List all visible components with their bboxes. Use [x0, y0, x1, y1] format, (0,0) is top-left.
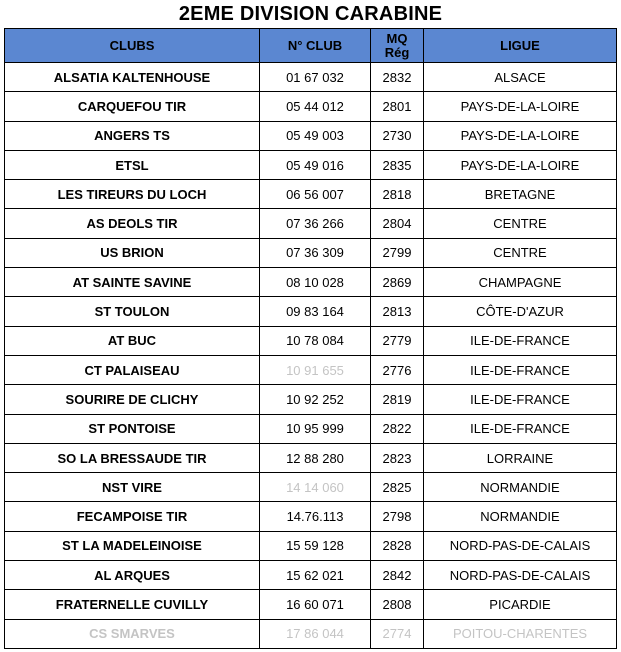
- club-number-cell: 05 44 012: [260, 92, 371, 121]
- mq-reg-cell: 2818: [371, 180, 424, 209]
- table-row: [5, 355, 617, 384]
- ligue-cell: NORD-PAS-DE-CALAIS: [424, 561, 617, 590]
- club-number-cell: 05 49 016: [260, 150, 371, 179]
- table-row: [5, 121, 617, 150]
- ligue-cell: NORMANDIE: [424, 502, 617, 531]
- mq-reg-cell: 2799: [371, 238, 424, 267]
- club-name-cell: ALSATIA KALTENHOUSE: [5, 63, 260, 92]
- club-number-cell: 10 91 655: [260, 355, 371, 384]
- club-number-cell: 10 95 999: [260, 414, 371, 443]
- table-header-row: [5, 29, 617, 63]
- mq-reg-cell: 2808: [371, 590, 424, 619]
- mq-reg-cell: 2774: [371, 619, 424, 648]
- header-mq-line1: MQ: [386, 30, 408, 46]
- mq-reg-cell: 2825: [371, 473, 424, 502]
- ligue-cell: ILE-DE-FRANCE: [424, 355, 617, 384]
- ligue-cell: NORMANDIE: [424, 473, 617, 502]
- table-row: [5, 150, 617, 179]
- ligue-cell: BRETAGNE: [424, 180, 617, 209]
- ligue-cell: CHAMPAGNE: [424, 268, 617, 297]
- mq-reg-cell: 2804: [371, 209, 424, 238]
- club-name-cell: AS DEOLS TIR: [5, 209, 260, 238]
- club-number-cell: 01 67 032: [260, 63, 371, 92]
- table-row: [5, 209, 617, 238]
- table-body: [5, 63, 617, 649]
- mq-reg-cell: 2832: [371, 63, 424, 92]
- club-name-cell: SO LA BRESSAUDE TIR: [5, 443, 260, 472]
- club-name-cell: ST PONTOISE: [5, 414, 260, 443]
- club-name-cell: AL ARQUES: [5, 561, 260, 590]
- club-number-cell: 15 59 128: [260, 531, 371, 560]
- mq-reg-cell: 2842: [371, 561, 424, 590]
- table-row: [5, 531, 617, 560]
- table-row: [5, 268, 617, 297]
- mq-reg-cell: 2835: [371, 150, 424, 179]
- club-number-cell: 16 60 071: [260, 590, 371, 619]
- mq-reg-cell: 2779: [371, 326, 424, 355]
- table-row: [5, 385, 617, 414]
- header-num-club: N° CLUB: [260, 29, 371, 63]
- club-name-cell: CARQUEFOU TIR: [5, 92, 260, 121]
- club-name-cell: ANGERS TS: [5, 121, 260, 150]
- table-row: [5, 590, 617, 619]
- clubs-table: [4, 28, 617, 649]
- club-name-cell: AT BUC: [5, 326, 260, 355]
- mq-reg-cell: 2819: [371, 385, 424, 414]
- club-name-cell: FECAMPOISE TIR: [5, 502, 260, 531]
- mq-reg-cell: 2798: [371, 502, 424, 531]
- table-row: [5, 619, 617, 648]
- club-number-cell: 06 56 007: [260, 180, 371, 209]
- table-row: [5, 414, 617, 443]
- club-name-cell: ETSL: [5, 150, 260, 179]
- mq-reg-cell: 2801: [371, 92, 424, 121]
- club-number-cell: 07 36 266: [260, 209, 371, 238]
- club-name-cell: NST VIRE: [5, 473, 260, 502]
- club-name-cell: LES TIREURS DU LOCH: [5, 180, 260, 209]
- table-row: [5, 63, 617, 92]
- ligue-cell: PICARDIE: [424, 590, 617, 619]
- ligue-cell: PAYS-DE-LA-LOIRE: [424, 92, 617, 121]
- mq-reg-cell: 2823: [371, 443, 424, 472]
- ligue-cell: POITOU-CHARENTES: [424, 619, 617, 648]
- club-number-cell: 14.76.113: [260, 502, 371, 531]
- page-title: 2EME DIVISION CARABINE: [178, 3, 443, 25]
- table-row: [5, 180, 617, 209]
- table-row: [5, 297, 617, 326]
- mq-reg-cell: 2869: [371, 268, 424, 297]
- ligue-cell: ALSACE: [424, 63, 617, 92]
- club-number-cell: 05 49 003: [260, 121, 371, 150]
- table-row: [5, 326, 617, 355]
- ligue-cell: PAYS-DE-LA-LOIRE: [424, 121, 617, 150]
- club-number-cell: 09 83 164: [260, 297, 371, 326]
- table-row: [5, 92, 617, 121]
- table-row: [5, 238, 617, 267]
- ligue-cell: ILE-DE-FRANCE: [424, 414, 617, 443]
- club-number-cell: 10 92 252: [260, 385, 371, 414]
- club-number-cell: 14 14 060: [260, 473, 371, 502]
- ligue-cell: NORD-PAS-DE-CALAIS: [424, 531, 617, 560]
- club-name-cell: CT PALAISEAU: [5, 355, 260, 384]
- mq-reg-cell: 2730: [371, 121, 424, 150]
- club-name-cell: FRATERNELLE CUVILLY: [5, 590, 260, 619]
- mq-reg-cell: 2822: [371, 414, 424, 443]
- club-name-cell: AT SAINTE SAVINE: [5, 268, 260, 297]
- ligue-cell: CÔTE-D'AZUR: [424, 297, 617, 326]
- ligue-cell: PAYS-DE-LA-LOIRE: [424, 150, 617, 179]
- table-row: [5, 502, 617, 531]
- club-number-cell: 07 36 309: [260, 238, 371, 267]
- club-name-cell: ST TOULON: [5, 297, 260, 326]
- ligue-cell: CENTRE: [424, 209, 617, 238]
- header-clubs: CLUBS: [5, 29, 260, 63]
- mq-reg-cell: 2776: [371, 355, 424, 384]
- club-number-cell: 10 78 084: [260, 326, 371, 355]
- table-row: [5, 473, 617, 502]
- club-name-cell: SOURIRE DE CLICHY: [5, 385, 260, 414]
- mq-reg-cell: 2828: [371, 531, 424, 560]
- mq-reg-cell: 2813: [371, 297, 424, 326]
- header-ligue: LIGUE: [424, 29, 617, 63]
- club-number-cell: 12 88 280: [260, 443, 371, 472]
- ligue-cell: ILE-DE-FRANCE: [424, 385, 617, 414]
- club-name-cell: US BRION: [5, 238, 260, 267]
- club-number-cell: 15 62 021: [260, 561, 371, 590]
- ligue-cell: CENTRE: [424, 238, 617, 267]
- club-name-cell: CS SMARVES: [5, 619, 260, 648]
- ligue-cell: ILE-DE-FRANCE: [424, 326, 617, 355]
- club-number-cell: 08 10 028: [260, 268, 371, 297]
- club-number-cell: 17 86 044: [260, 619, 371, 648]
- header-mq-line2: Rég: [384, 44, 410, 60]
- table-row: [5, 443, 617, 472]
- table-row: [5, 561, 617, 590]
- header-mq-reg: [371, 29, 424, 63]
- ligue-cell: LORRAINE: [424, 443, 617, 472]
- club-name-cell: ST LA MADELEINOISE: [5, 531, 260, 560]
